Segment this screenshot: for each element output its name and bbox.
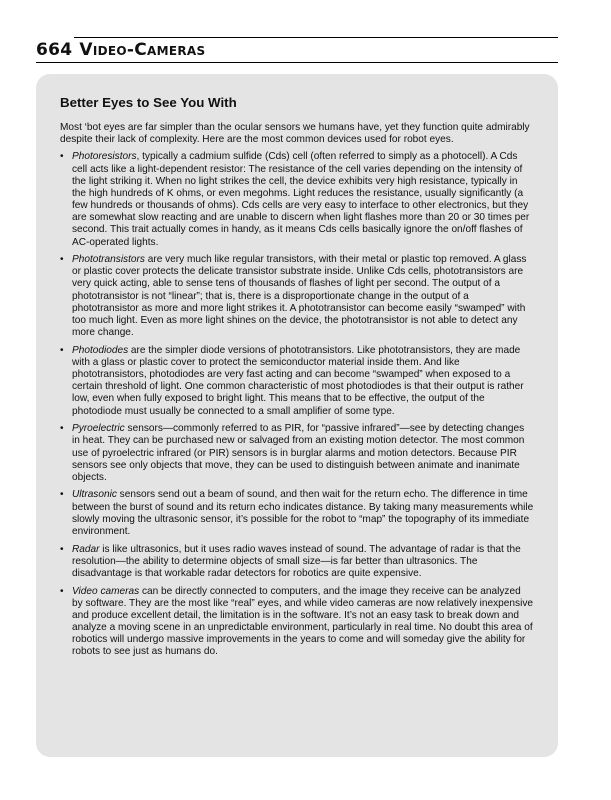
list-item xyxy=(60,254,534,339)
sensor-list xyxy=(60,151,534,658)
item-term: Pyroelectric xyxy=(72,423,125,435)
item-text: is like ultrasonics, but it uses radio waves instead of sound. The advantage of radar is that the resolution—the ability to determine objects of small size—is far better than ultrasonics. The disadvantage is that workable radar detectors for robotics are quite expensive. xyxy=(72,543,521,579)
item-text: , typically a cadmium sulfide (Cds) cell (often referred to simply as a photocell). A Cds cell acts like a light-dependent resistor: The resistance of the cell varies depending on the intensity of the light striking it. When no light strikes the cell, the device exhibits very high resistance, typically in the high hundreds of K ohms, or even megohms. Light reduces the resistance, usually significantly (a few hundreds or thousands of ohms). Cds cells are very easy to interface to other electronics, but they are somewhat slow reacting and are unable to discern when light flashes more than 20 or 30 times per second. This trait actually comes in handy, as it means Cds cells basically ignore the on/off flashes of AC-operated lights. xyxy=(72,151,530,248)
item-term: Video cameras xyxy=(72,585,140,597)
item-term: Photoresistors xyxy=(72,151,137,163)
item-term: Radar xyxy=(72,543,100,555)
item-term: Phototransistors xyxy=(72,254,145,266)
bullet-icon: • xyxy=(60,543,64,555)
item-text: can be directly connected to computers, and the image they receive can be analyzed by software. They are the most like “real” eyes, and while video cameras are now relatively inexpensive and produce excellent detail, the limitation is in the software. It’s not an easy task to break down and analyze a moving scene in an unpredictable environment, particularly in real time. No doubt this area of robotics will undergo massive improvements in the years to come and will someday give the ability for robots to see just as humans do. xyxy=(72,585,533,658)
sidebar-title: Better Eyes to See You With xyxy=(60,95,237,110)
bullet-icon: • xyxy=(60,489,64,501)
sidebar-box xyxy=(36,74,558,757)
item-text: are very much like regular transistors, with their metal or plastic top removed. A glass or plastic cover protects the delicate transistor substrate inside. Unlike Cds cells, phototransistors are very quick acting, able to sense tens of thousands of flashes of light per second. The output of a phototransistor is not “linear”; that is, there is a disproportionate change in the output of a phototransistor as more and more light strikes it. A phototransistor can become easily “swamped” with too much light. Even as more light shines on the device, the phototransistor is not able to detect any more change. xyxy=(72,254,527,339)
list-item xyxy=(60,151,534,248)
header-rule-bottom xyxy=(36,62,558,63)
page-header xyxy=(36,37,558,63)
list-item xyxy=(60,345,534,418)
chapter-title: Video-Cameras xyxy=(79,40,206,60)
sidebar-intro: Most ‘bot eyes are far simpler than the ocular sensors we humans have, yet they function quite admirably despite their lack of complexity. Here are the most common devices used for robot eyes. xyxy=(60,122,530,146)
list-item xyxy=(60,544,534,580)
bullet-icon: • xyxy=(60,151,64,163)
bullet-icon: • xyxy=(60,423,64,435)
item-term: Photodiodes xyxy=(72,344,129,356)
list-item xyxy=(60,586,534,659)
list-item xyxy=(60,423,534,484)
list-item xyxy=(60,489,534,538)
page-number: 664 xyxy=(36,40,73,60)
item-text: sensors—commonly referred to as PIR, for “passive infrared”—see by detecting changes in heat. They can be purchased new or salvaged from an existing motion detector. The most common use of pyroelectric infrared (or PIR) sensors is in burglar alarms and motion detectors. Because PIR sensors see only objects that move, they can be used to distinguish between animate and inanimate objects. xyxy=(72,423,525,483)
item-text: are the simpler diode versions of phototransistors. Like phototransistors, they are made with a glass or plastic cover to protect the semiconductor material inside them. And like phototransistors, photodiodes are very fast acting and can become “swamped” when exposed to a certain threshold of light. One common characteristic of most photodiodes is that their output is rather low, even when fully exposed to bright light. This means that to be effective, the output of the photodiode must usually be connected to a small amplifier of some type. xyxy=(72,344,524,417)
bullet-icon: • xyxy=(60,344,64,356)
bullet-icon: • xyxy=(60,585,64,597)
running-head xyxy=(36,40,205,60)
header-rule-top xyxy=(74,37,558,38)
item-text: sensors send out a beam of sound, and then wait for the return echo. The difference in time between the burst of sound and its return echo indicates distance. By taking many measurements while slowly moving the ultrasonic sensor, it’s possible for the robot to “map” the topography of its immediate environment. xyxy=(72,489,534,537)
bullet-icon: • xyxy=(60,254,64,266)
item-term: Ultrasonic xyxy=(72,489,117,501)
